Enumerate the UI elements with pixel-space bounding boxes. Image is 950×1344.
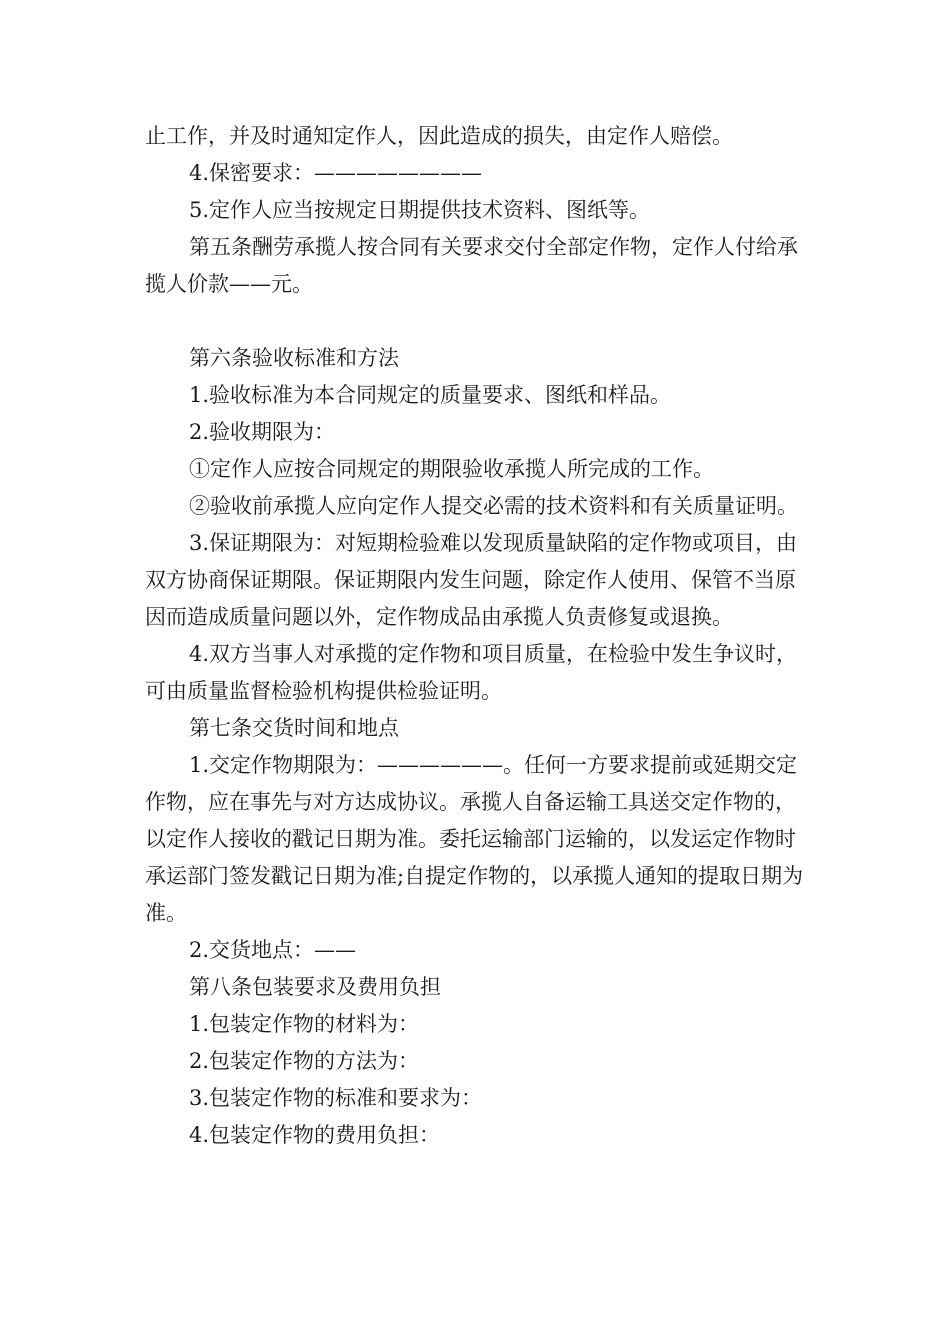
article-6-heading: 第六条验收标准和方法 — [189, 346, 399, 370]
document-body — [145, 118, 805, 1154]
paragraph-packaging-method: 2.包装定作物的方法为： — [189, 1049, 420, 1073]
paragraph-packaging-standard: 3.包装定作物的标准和要求为： — [189, 1086, 483, 1110]
article-5-remuneration: 第五条酬劳承揽人按合同有关要求交付全部定作物，定作人付给承揽人价款——元。 — [145, 235, 798, 296]
paragraph-confidentiality: 4.保密要求：———————— — [189, 161, 483, 185]
paragraph-continuation: 止工作，并及时通知定作人，因此造成的损失，由定作人赔偿。 — [145, 124, 733, 148]
paragraph-packaging-cost: 4.包装定作物的费用负担： — [189, 1123, 441, 1147]
paragraph-technical-docs: 5.定作人应当按规定日期提供技术资料、图纸等。 — [189, 198, 651, 222]
paragraph-delivery-location: 2.交货地点：—— — [189, 938, 357, 962]
paragraph-spacer — [145, 303, 805, 340]
paragraph-acceptance-item-1: ①定作人应按合同规定的期限验收承揽人所完成的工作。 — [189, 457, 714, 481]
paragraph-quality-dispute: 4.双方当事人对承揽的定作物和项目质量，在检验中发生争议时，可由质量监督检验机构提供检验证明。 — [145, 642, 798, 703]
paragraph-acceptance-item-2: ②验收前承揽人应向定作人提交必需的技术资料和有关质量证明。 — [189, 494, 798, 518]
paragraph-acceptance-standard: 1.验收标准为本合同规定的质量要求、图纸和样品。 — [189, 383, 672, 407]
paragraph-acceptance-period: 2.验收期限为： — [189, 420, 336, 444]
paragraph-delivery-period: 1.交定作物期限为：——————。任何一方要求提前或延期交定作物，应在事先与对方达成协议。承揽人自备运输工具送交定作物的，以定作人接收的戳记日期为准。委托运输部门运输的，以发运定作物时承运部门签发戳记日期为准;自提定作物的，以承揽人通知的提取日期为准。 — [145, 753, 804, 925]
paragraph-warranty-period: 3.保证期限为：对短期检验难以发现质量缺陷的定作物或项目，由双方协商保证期限。保证期限内发生问题，除定作人使用、保管不当原因而造成质量问题以外，定作物成品由承揽人负责修复或退换。 — [145, 531, 798, 629]
paragraph-packaging-material: 1.包装定作物的材料为： — [189, 1012, 420, 1036]
article-7-heading: 第七条交货时间和地点 — [189, 716, 399, 740]
article-8-heading: 第八条包装要求及费用负担 — [189, 975, 441, 999]
